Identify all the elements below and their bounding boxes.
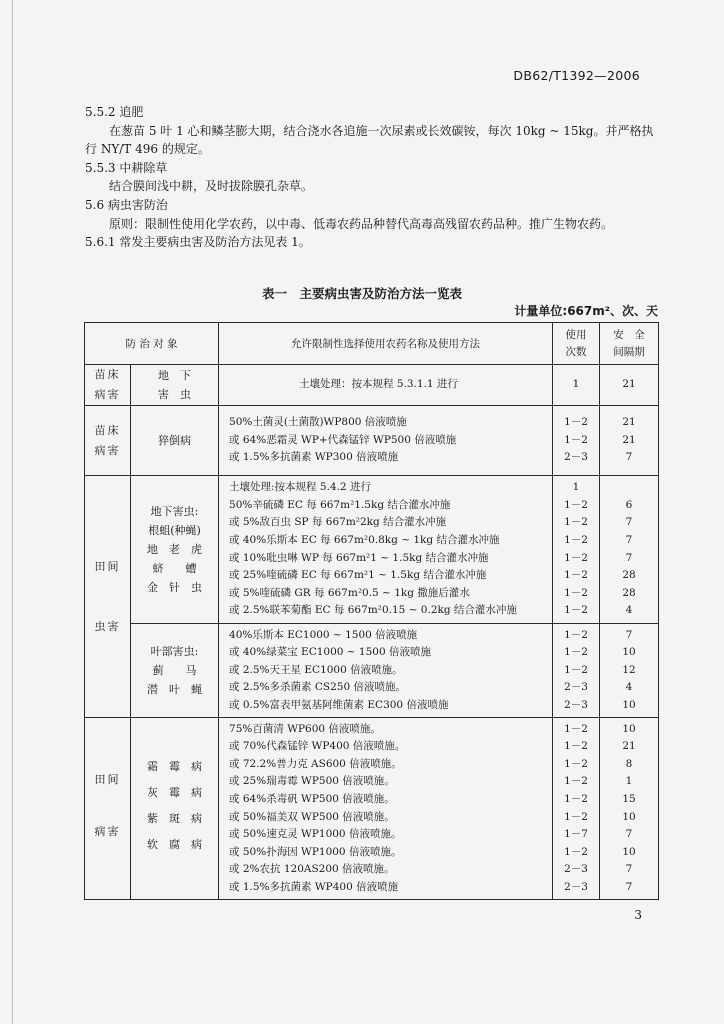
paragraph-principle: 原则：限制性使用化学农药，以中毒、低毒农药品种替代高毒高残留农药品种。推广生物农药。: [109, 216, 614, 231]
times-value: 1－2: [564, 569, 588, 582]
interval-value: 10: [622, 698, 636, 711]
header-times-line-1: 使用: [565, 328, 587, 341]
table-row: [85, 624, 659, 718]
interval-value: 4: [625, 681, 633, 694]
method-line: 或 64%恶霜灵 WP+代森锰锌 WP500 倍液喷施: [229, 433, 457, 446]
category-line: 苗床: [94, 423, 121, 437]
times-value: 1－2: [564, 533, 588, 546]
times-value: 1－2: [564, 757, 588, 770]
section-heading-5-5-2: 5.5.2 追肥: [85, 105, 144, 119]
table-row: [85, 406, 659, 476]
binding-edge-line: [12, 0, 13, 1024]
category-cell: [85, 406, 131, 476]
times-value: 1－2: [564, 586, 588, 599]
times-value: 2－3: [564, 698, 588, 711]
category-line: [85, 796, 130, 822]
target-line: 霜 霉 病: [147, 759, 202, 773]
interval-value: 7: [625, 863, 633, 876]
method-cell: [219, 406, 553, 476]
interval-value: 4: [625, 604, 633, 617]
interval-value: 7: [625, 551, 633, 564]
times-cell: [553, 365, 600, 406]
table-header-row: [85, 323, 659, 365]
times-value: 1－2: [564, 416, 588, 429]
method-cell: [219, 365, 553, 406]
times-value: 1: [572, 378, 580, 391]
method-line: 或 70%代森锰锌 WP400 倍液喷施。: [229, 740, 406, 753]
interval-value: 21: [622, 433, 636, 446]
category-line: 苗床: [94, 368, 121, 381]
interval-value: [600, 479, 658, 497]
section-heading-5-6-1: 5.6.1 常发主要病虫害及防治方法见表 1。: [85, 235, 311, 250]
times-cell: [553, 624, 600, 718]
target-line: 金 针 虫: [147, 581, 202, 594]
interval-value: 7: [625, 516, 633, 529]
table-row: [85, 365, 659, 406]
target-line: 地 老 虎: [147, 543, 202, 556]
method-line: 或 50%速克灵 WP1000 倍液喷施。: [229, 828, 402, 841]
target-cell: [131, 365, 219, 406]
category-line: 病害: [94, 443, 121, 457]
paragraph-topdressing: 在葱苗 5 叶 1 心和鳞茎膨大期，结合浇水各追施一次尿素或长效碳铵，每次 10kg ~ 15kg。并严格执行 NY/T 496 的规定。: [85, 123, 654, 157]
table-unit-note: 计量单位:667m²、次、天: [514, 304, 658, 318]
times-value: 1－2: [564, 663, 588, 676]
category-line: [85, 577, 130, 597]
interval-value: 28: [622, 586, 636, 599]
interval-value: 21: [622, 740, 636, 753]
target-line: 地 下: [158, 369, 191, 382]
header-times: [553, 323, 600, 365]
interval-value: 10: [622, 810, 636, 823]
method-line: 40%乐斯本 EC1000 ~ 1500 倍液喷施: [229, 628, 418, 641]
times-value: 2－3: [564, 451, 588, 464]
method-line: 或 2.5%多杀菌素 CS250 倍液喷施。: [229, 681, 406, 694]
interval-value: 21: [622, 378, 636, 391]
header-target: 防 治 对 象: [85, 323, 219, 365]
method-line: 或 25%瑞毒霉 WP500 倍液喷施。: [229, 775, 395, 788]
times-value: 1－2: [564, 516, 588, 529]
method-line: 土壤处理:按本规程 5.4.2 进行: [229, 481, 371, 494]
method-line: 50%土菌灵(土菌散)WP800 倍液喷施: [229, 416, 407, 429]
times-value: 1－2: [564, 433, 588, 446]
interval-value: 1: [625, 775, 633, 788]
method-line: 或 10%吡虫啉 WP 每 667m²1 ~ 1.5kg 结合灌水冲施: [229, 551, 489, 564]
interval-cell: [600, 406, 659, 476]
interval-cell: [600, 476, 659, 624]
method-line: 或 40%绿菜宝 EC1000 ~ 1500 倍液喷施: [229, 646, 431, 659]
interval-value: 6: [625, 498, 633, 511]
page-number: 3: [634, 908, 642, 922]
category-line: 虫害: [94, 619, 121, 633]
times-value: 1－2: [564, 628, 588, 641]
category-cell: [85, 718, 131, 900]
table-title: 表一 主要病虫害及防治方法一览表: [261, 286, 462, 301]
method-line: 或 25%喹硫磷 EC 每 667m²1 ~ 1.5kg 结合灌水冲施: [229, 569, 487, 582]
interval-cell: [600, 718, 659, 900]
times-value: 1－2: [564, 551, 588, 564]
header-interval-line-1: 安 全: [613, 328, 645, 341]
category-line: 田间: [94, 559, 121, 573]
interval-value: 21: [622, 416, 636, 429]
target-line: 蓟 马: [152, 664, 197, 677]
interval-value: 10: [622, 722, 636, 735]
target-line: 灰 霉 病: [147, 785, 202, 799]
pest-control-table: [84, 322, 659, 900]
interval-value: 7: [625, 451, 633, 464]
interval-value: 28: [622, 569, 636, 582]
interval-value: 12: [622, 663, 636, 676]
interval-value: 10: [622, 845, 636, 858]
target-line: 紫 斑 病: [147, 811, 202, 825]
method-line: 或 0.5%富表甲氨基阿维菌素 EC300 倍液喷施: [229, 698, 449, 711]
times-value: 1－2: [564, 498, 588, 511]
interval-cell: [600, 365, 659, 406]
section-heading-5-5-3: 5.5.3 中耕除草: [85, 160, 168, 175]
method-line: 或 5%敌百虫 SP 每 667m²2kg 结合灌水冲施: [229, 516, 447, 529]
times-value: 1－7: [564, 828, 588, 841]
times-value: 2－3: [564, 863, 588, 876]
target-line: 叶部害虫:: [150, 645, 199, 658]
times-cell: [553, 406, 600, 476]
method-line: 或 2.5%联苯菊酯 EC 每 667m²0.15 ~ 0.2kg 结合灌水冲施: [229, 604, 517, 617]
target-cell: [131, 718, 219, 900]
times-value: 1－2: [564, 722, 588, 735]
times-value: 1－2: [564, 845, 588, 858]
times-value: 1－2: [564, 646, 588, 659]
target-cell: [131, 624, 219, 718]
method-line: 75%百菌清 WP600 倍液喷施。: [229, 722, 381, 735]
method-line: 土壤处理：按本规程 5.3.1.1 进行: [299, 378, 458, 391]
method-line: 或 1.5%多抗菌素 WP300 倍液喷施: [229, 451, 399, 464]
method-line: 或 64%杀毒矾 WP500 倍液喷施。: [229, 792, 395, 805]
table-row: [85, 476, 659, 624]
category-cell: [85, 476, 131, 718]
header-interval: [600, 323, 659, 365]
times-value: 1－2: [564, 740, 588, 753]
times-value: 1: [572, 481, 580, 494]
interval-value: 7: [625, 533, 633, 546]
method-cell: [219, 718, 553, 900]
body-text: [85, 103, 660, 252]
method-line: 或 50%福美双 WP500 倍液喷施。: [229, 810, 395, 823]
category-line: 田间: [94, 772, 121, 786]
interval-value: 7: [625, 880, 633, 893]
times-cell: [553, 476, 600, 624]
times-value: 2－3: [564, 880, 588, 893]
target-line: 蛴 螬: [152, 562, 197, 575]
method-line: 或 2%农抗 120AS200 倍液喷施。: [229, 863, 395, 876]
times-value: 1－2: [564, 775, 588, 788]
header-method: 允许限制性选择使用农药名称及使用方法: [219, 323, 553, 365]
times-value: 1－2: [564, 792, 588, 805]
target-line: 潜 叶 蝇: [147, 683, 202, 696]
section-heading-5-6: 5.6 病虫害防治: [85, 197, 168, 212]
category-cell: [85, 365, 131, 406]
method-line: 或 2.5%天王星 EC1000 倍液喷施。: [229, 663, 403, 676]
target-line: 地下害虫:: [150, 505, 199, 518]
method-line: 或 40%乐斯本 EC 每 667m²0.8kg ~ 1kg 结合灌水冲施: [229, 533, 500, 546]
method-cell: [219, 476, 553, 624]
header-interval-line-2: 间隔期: [613, 345, 645, 358]
interval-value: 8: [625, 757, 633, 770]
method-line: 或 1.5%多抗菌素 WP400 倍液喷施: [229, 880, 399, 893]
header-times-line-2: 次数: [565, 345, 587, 358]
category-line: 病害: [94, 824, 121, 838]
category-line: 病害: [94, 388, 121, 401]
target-line: 软 腐 病: [147, 837, 202, 851]
method-cell: [219, 624, 553, 718]
interval-value: 7: [625, 828, 633, 841]
target-line: 根蛆(种蝇): [148, 524, 201, 537]
target-cell: 猝倒病: [131, 406, 219, 476]
times-cell: [553, 718, 600, 900]
interval-value: 15: [622, 792, 636, 805]
table-row: [85, 718, 659, 900]
target-cell: [131, 476, 219, 624]
times-value: 1－2: [564, 810, 588, 823]
document-code: DB62/T1392—2006: [513, 68, 640, 83]
method-line: 或 5%喹硫磷 GR 每 667m²0.5 ~ 1kg 撒施后灌水: [229, 586, 470, 599]
interval-value: 7: [625, 628, 633, 641]
method-line: 或 72.2%普力克 AS600 倍液喷施。: [229, 757, 402, 770]
target-line: 害 虫: [158, 388, 191, 401]
category-line: [85, 597, 130, 617]
method-line: 或 50%扑海因 WP1000 倍液喷施。: [229, 845, 402, 858]
paragraph-weeding: 结合膜间浅中耕，及时拔除膜孔杂草。: [109, 179, 314, 194]
times-value: 1－2: [564, 604, 588, 617]
times-value: 2－3: [564, 681, 588, 694]
interval-cell: [600, 624, 659, 718]
method-line: 50%辛硫磷 EC 每 667m²1.5kg 结合灌水冲施: [229, 498, 451, 511]
interval-value: 10: [622, 646, 636, 659]
